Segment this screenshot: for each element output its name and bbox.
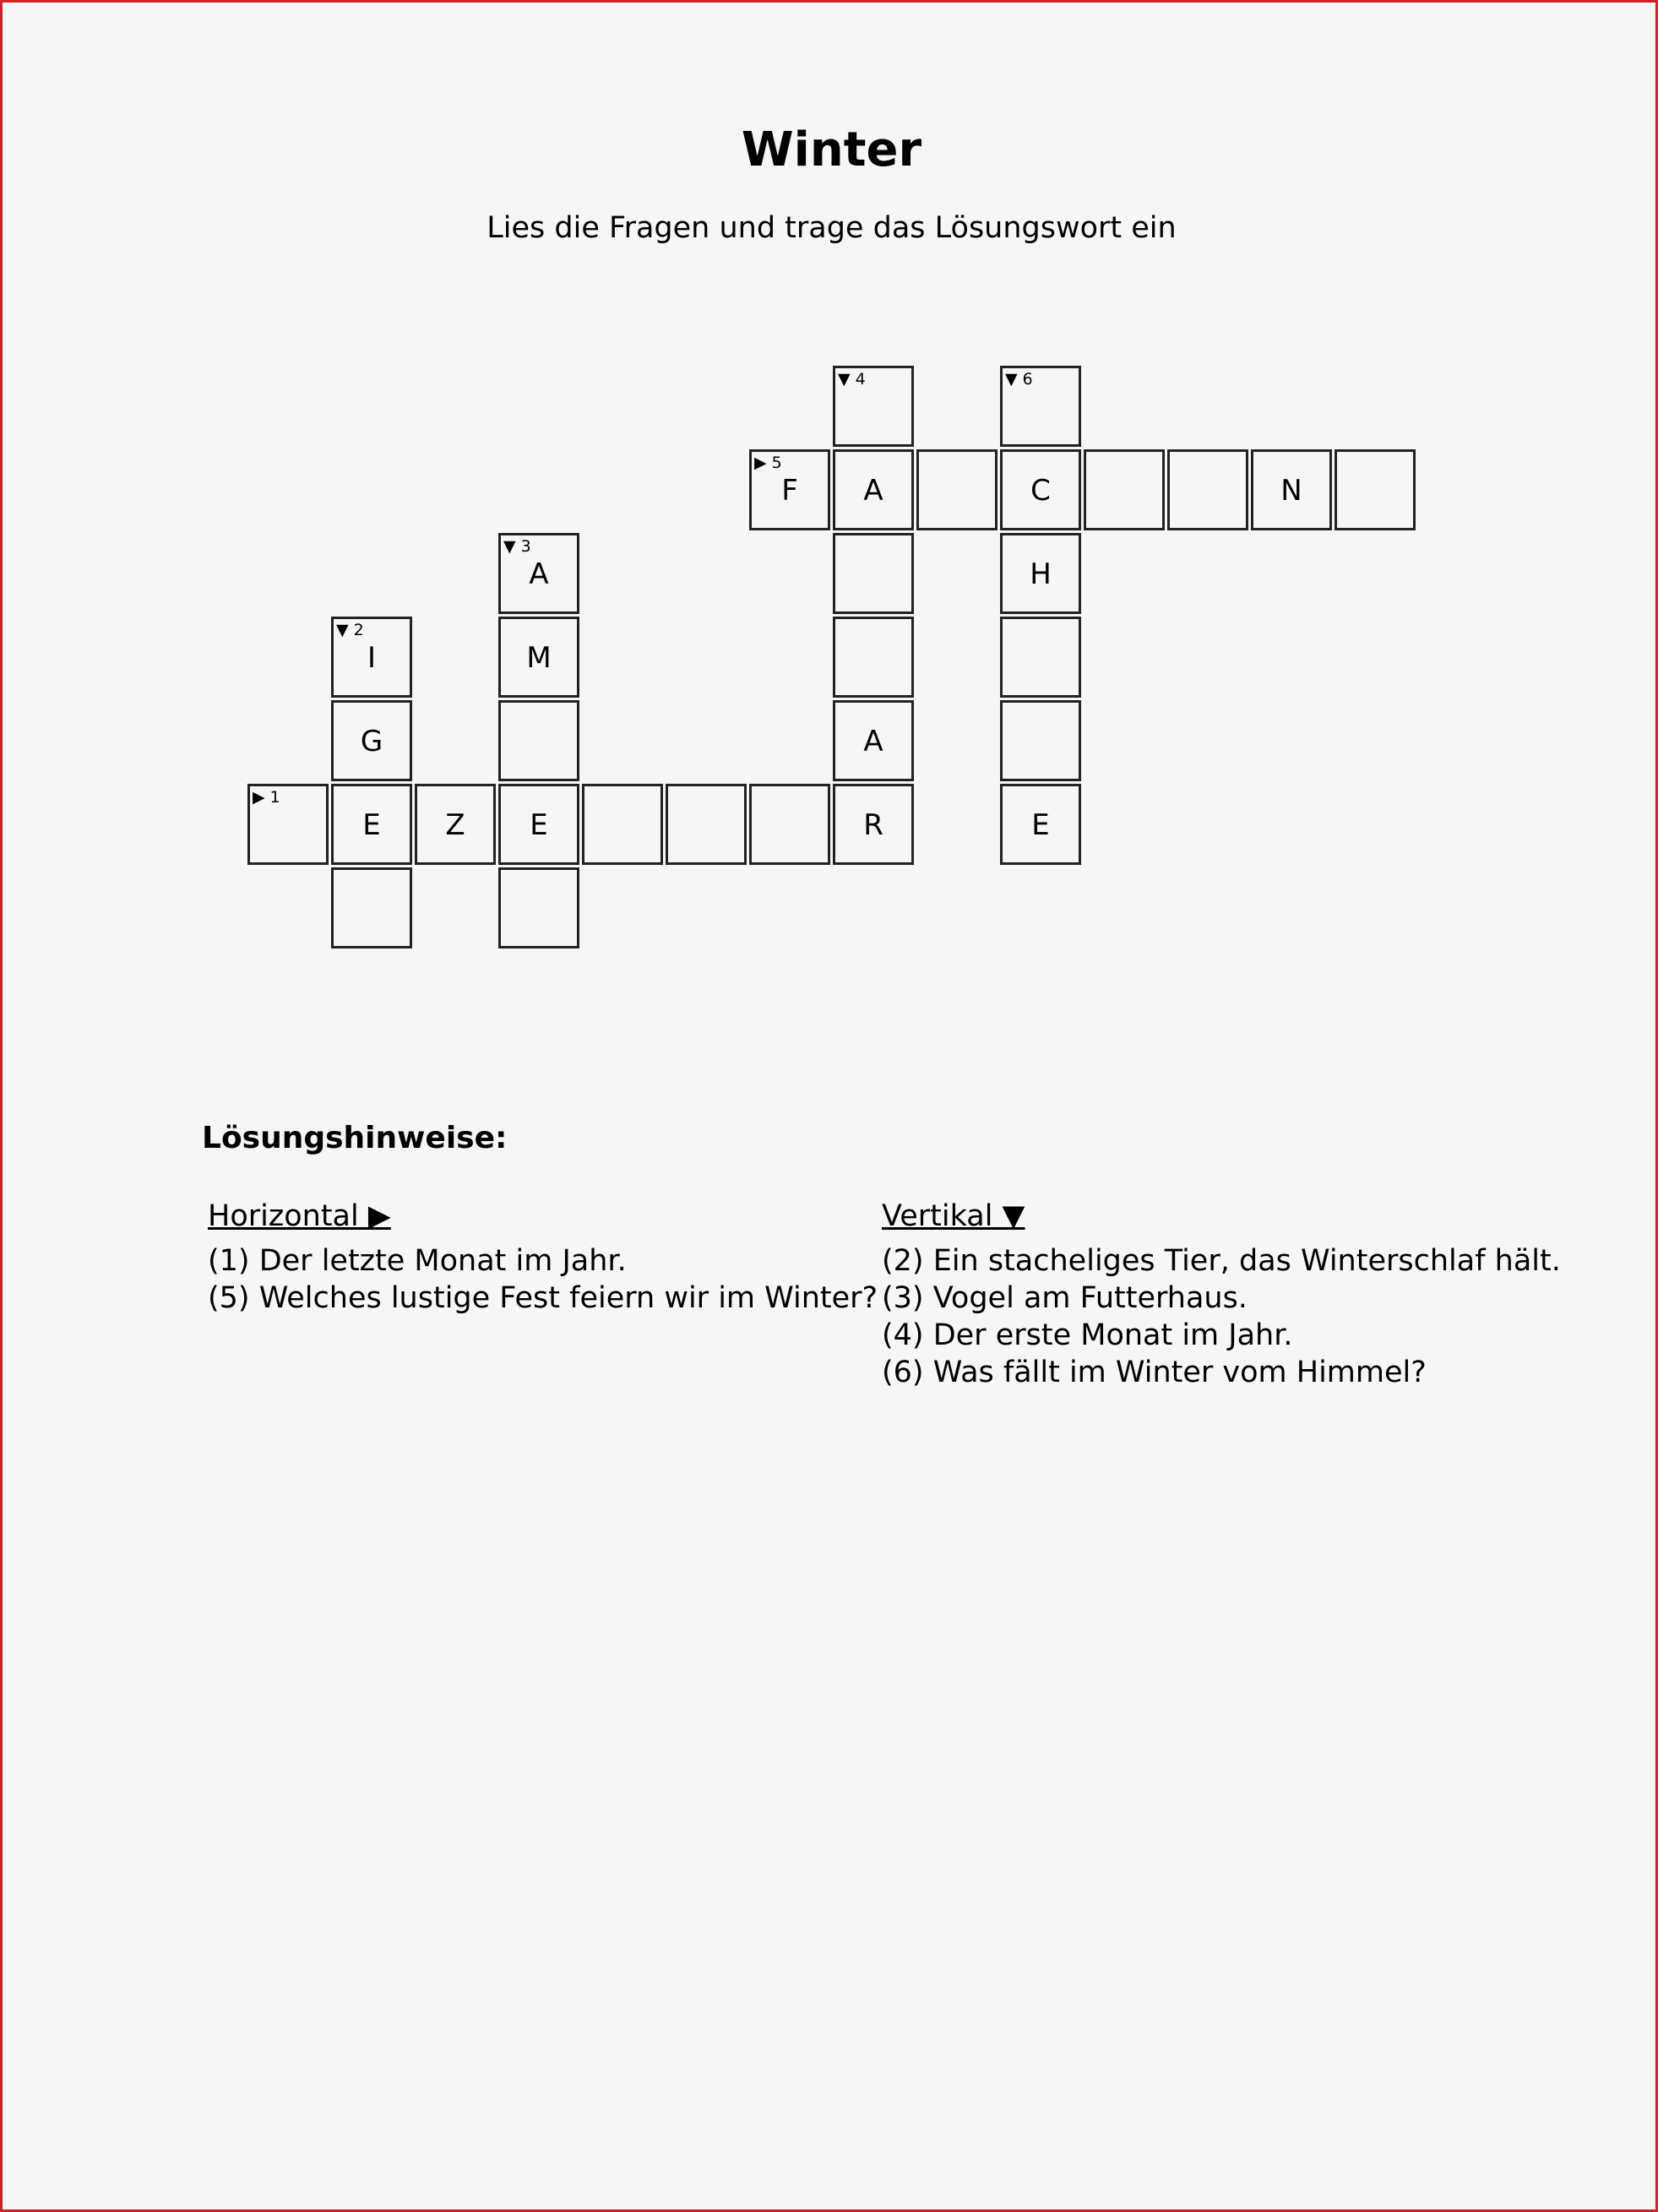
cell-letter: E (1031, 808, 1050, 842)
crossword-cell[interactable] (1000, 700, 1081, 781)
crossword-cell[interactable] (498, 700, 579, 781)
clue-number: ▶ 5 (754, 454, 782, 472)
cell-letter: H (1030, 557, 1052, 591)
clue-number: ▼ 4 (838, 370, 866, 389)
crossword-grid (3, 3, 1658, 1016)
horizontal-clue-list (208, 1242, 878, 1317)
horizontal-heading: Horizontal ▶ (208, 1199, 391, 1233)
crossword-cell[interactable] (1000, 533, 1081, 614)
crossword-cell[interactable] (498, 867, 579, 948)
cell-letter: R (863, 808, 883, 842)
cell-letter: Z (445, 808, 465, 842)
crossword-cell[interactable] (833, 617, 914, 698)
vertical-clue-2: (2) Ein stacheliges Tier, das Winterschlaf hält. (882, 1244, 1561, 1278)
crossword-cell[interactable] (1000, 617, 1081, 698)
crossword-cell[interactable] (833, 533, 914, 614)
cell-letter: F (781, 474, 798, 508)
cell-letter: E (530, 808, 548, 842)
crossword-cell[interactable] (1335, 449, 1416, 530)
clue-number: ▶ 1 (253, 788, 280, 807)
cell-letter: G (360, 725, 383, 758)
crossword-cell[interactable] (833, 700, 914, 781)
horizontal-clue-5: (5) Welches lustige Fest feiern wir im Winter? (208, 1281, 878, 1315)
vertical-heading: Vertikal ▼ (882, 1199, 1025, 1233)
clue-number: ▼ 3 (503, 537, 531, 556)
cell-letter: C (1030, 474, 1051, 508)
crossword-cell[interactable] (833, 449, 914, 530)
crossword-cell[interactable] (415, 784, 496, 865)
crossword-cell[interactable] (666, 784, 747, 865)
clue-number: ▼ 6 (1005, 370, 1033, 389)
crossword-cell[interactable] (331, 617, 412, 698)
cell-letter: N (1280, 474, 1302, 508)
crossword-cell[interactable] (1167, 449, 1248, 530)
crossword-cell[interactable] (247, 784, 329, 865)
crossword-cell[interactable] (498, 617, 579, 698)
cell-letter: A (863, 725, 883, 758)
vertical-clue-3: (3) Vogel am Futterhaus. (882, 1281, 1248, 1315)
crossword-cell[interactable] (582, 784, 663, 865)
horizontal-clue-1: (1) Der letzte Monat im Jahr. (208, 1244, 627, 1278)
cell-letter: A (529, 557, 549, 591)
crossword-cell[interactable] (1000, 784, 1081, 865)
crossword-cell[interactable] (749, 449, 830, 530)
cell-letter: E (362, 808, 381, 842)
crossword-cell[interactable] (331, 700, 412, 781)
crossword-cell[interactable] (498, 784, 579, 865)
page-title: Winter (741, 122, 922, 177)
crossword-cell[interactable] (1000, 449, 1081, 530)
crossword-cell[interactable] (1251, 449, 1332, 530)
cell-letter: M (526, 641, 552, 675)
page-subtitle: Lies die Fragen und trage das Lösungswort ein (487, 211, 1177, 245)
crossword-cell[interactable] (1000, 366, 1081, 447)
crossword-cell[interactable] (749, 784, 830, 865)
vertical-clue-6: (6) Was fällt im Winter vom Himmel? (882, 1356, 1427, 1389)
crossword-cell[interactable] (1084, 449, 1165, 530)
crossword-cell[interactable] (833, 366, 914, 447)
crossword-cell[interactable] (916, 449, 998, 530)
clue-number: ▼ 2 (336, 621, 364, 639)
crossword-cell[interactable] (331, 784, 412, 865)
cell-letter: I (367, 641, 377, 675)
crossword-cell[interactable] (498, 533, 579, 614)
cell-letter: A (863, 474, 883, 508)
vertical-clue-list (882, 1242, 1561, 1391)
vertical-clue-4: (4) Der erste Monat im Jahr. (882, 1318, 1293, 1352)
hints-heading: Lösungshinweise: (202, 1121, 508, 1155)
crossword-cell[interactable] (331, 867, 412, 948)
crossword-cell[interactable] (833, 784, 914, 865)
